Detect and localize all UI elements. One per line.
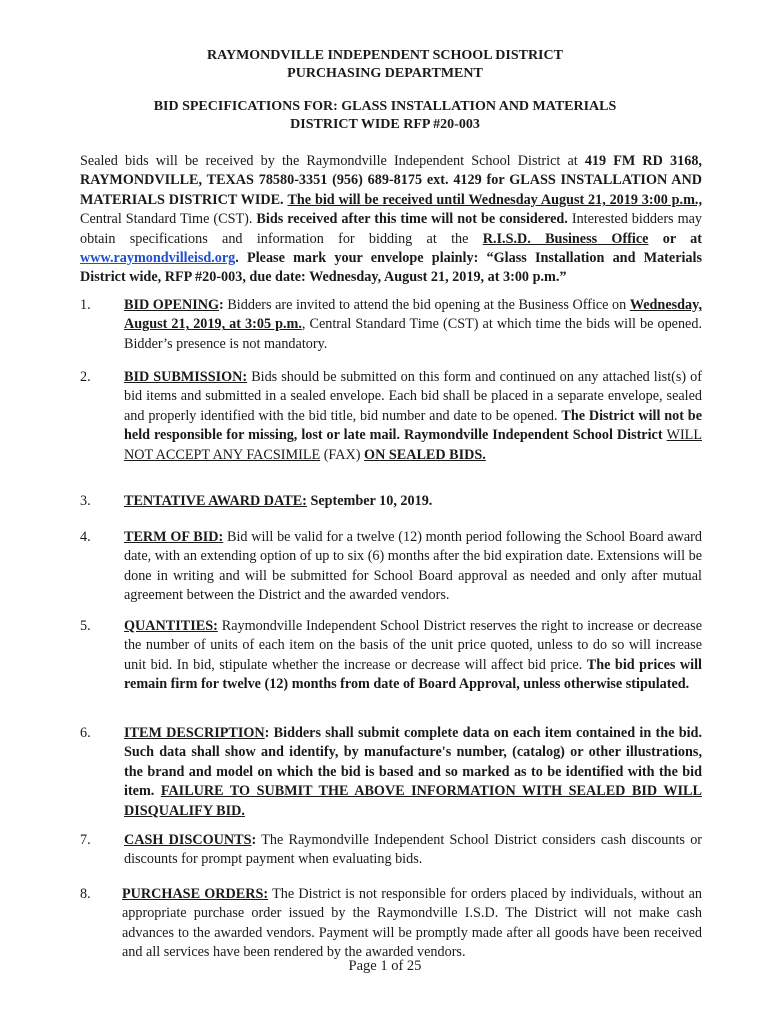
item-title: BID SUBMISSION:: [124, 369, 248, 385]
item-bid-submission: [80, 368, 702, 465]
item-quantities: [80, 617, 702, 695]
item-colon: :: [219, 297, 224, 313]
district-website-link[interactable]: www.raymondvilleisd.org: [80, 250, 236, 267]
item-title: TERM OF BID:: [124, 529, 224, 545]
intro-address: 419 FM RD 3168, RAYMONDVILLE, TEXAS 78580-3351 (956) 689-8175 ext. 4129 for GLASS INSTALLATION AND MATERIALS DISTRICT WIDE.: [80, 153, 702, 208]
item-tentative-award-date: [80, 492, 702, 511]
item-number: 1.: [80, 297, 91, 313]
intro-late-notice: Bids received after this time will not be considered.: [256, 211, 568, 228]
item-term-of-bid: [80, 528, 702, 606]
intro-text: or at: [648, 230, 702, 247]
item-bold-text: The bid prices will remain firm for twelve (12) months from date of Board Approval, unless otherwise stipulated.: [124, 656, 702, 693]
item-number: 4.: [80, 529, 91, 545]
item-purchase-orders: [80, 885, 702, 963]
item-text: Bidders are invited to attend the bid opening at the Business Office on: [223, 297, 630, 313]
district-header: [0, 47, 770, 83]
item-item-description: [80, 724, 702, 821]
intro-text: Interested bidders may obtain specifications and information for bidding at the: [80, 211, 702, 247]
award-date: September 10, 2019.: [306, 493, 433, 509]
item-text: : Bidders shall submit complete data on each item contained in the bid. Such data shall show and identify, by manufacture's number, (catalog) or other illustrations, the brand and model on which the bid is based and so marked as to be identified with the bid item.: [124, 725, 702, 800]
item-title: PURCHASE ORDERS:: [122, 886, 269, 902]
item-number: 3.: [80, 493, 91, 509]
bid-title: BID SPECIFICATIONS FOR: GLASS INSTALLATION AND MATERIALS: [153, 99, 617, 114]
item-number: 6.: [80, 725, 91, 741]
item-number: 8.: [80, 886, 91, 902]
intro-envelope-notice: . Please mark your envelope plainly: “Glass Installation and Materials District wide, RFP #20-003, due date: Wednesday, August 21, 2019, at 3:00 p.m.”: [80, 250, 702, 286]
item-bold-text: The District will not be held responsible for missing, lost or late mail. Raymondville Independent School District: [124, 407, 702, 444]
intro-text: Sealed bids will be received by the Raymondville Independent School District at: [80, 153, 585, 169]
item-title: BID OPENING: [124, 297, 220, 313]
no-fax-notice: WILL NOT ACCEPT ANY FACSIMILE: [124, 427, 702, 463]
item-text: (FAX): [320, 446, 365, 463]
disqualify-notice: FAILURE TO SUBMIT THE ABOVE INFORMATION WITH SEALED BID WILL DISQUALIFY BID.: [124, 783, 702, 819]
intro-paragraph: [80, 152, 702, 288]
intro-deadline: The bid will be received until Wednesday August 21, 2019 3:00 p.m.,: [287, 191, 702, 208]
item-number: 7.: [80, 832, 91, 848]
intro-text: Central Standard Time (CST).: [80, 211, 257, 228]
district-name: RAYMONDVILLE INDEPENDENT SCHOOL DISTRICT: [207, 48, 563, 63]
item-number: 5.: [80, 618, 91, 634]
rfp-number: DISTRICT WIDE RFP #20-003: [290, 117, 480, 132]
item-colon: :: [251, 832, 257, 848]
item-bid-opening: [80, 296, 702, 354]
bid-opening-date: Wednesday, August 21, 2019, at 3:05 p.m.: [124, 297, 702, 333]
item-title: ITEM DESCRIPTION: [124, 725, 265, 741]
item-title: TENTATIVE AWARD DATE:: [124, 493, 307, 509]
item-text: Bids should be submitted on this form and continued on any attached list(s) of bid items and submitted in a sealed envelope. Each bid shall be placed in a separate envelope, sealed and properly identified with the bid title, bid number and date to be opened.: [124, 369, 702, 424]
item-text: The Raymondville Independent School District considers cash discounts or discounts for prompt payment when evaluating bids.: [124, 832, 703, 868]
sealed-bids-notice: ON SEALED BIDS.: [364, 446, 486, 463]
item-title: CASH DISCOUNTS: [124, 832, 252, 848]
item-cash-discounts: [80, 831, 702, 870]
page-number: Page 1 of 25: [348, 958, 422, 974]
item-text: Raymondville Independent School District reserves the right to increase or decrease the number of units of each item on the basis of the unit price quoted, unless to do so will increase unit bid. In bid, stipulate whether the increase or decrease will affect bid price.: [124, 618, 702, 673]
item-text: The District is not responsible for orders placed by individuals, without an appropriate purchase order issued by the Raymondville I.S.D. The District will not make cash advances to the awarded vendors. Payment will be promptly made after all goods have been received and all services have been rendered by the awarded vendors.: [122, 886, 702, 961]
business-office-text: R.I.S.D. Business Office: [482, 230, 649, 247]
item-title: QUANTITIES:: [124, 618, 218, 634]
department-name: PURCHASING DEPARTMENT: [287, 66, 483, 81]
item-text: , Central Standard Time (CST) at which time the bids will be opened. Bidder’s presence is not mandatory.: [124, 316, 702, 352]
item-number: 2.: [80, 369, 91, 385]
bid-title-header: [0, 98, 770, 134]
item-text: Bid will be valid for a twelve (12) month period following the School Board award date, with an extending option of up to six (6) months after the bid expiration date. Extensions will be done in writing and will be submitted for School Board approval as needed and only after mutual agreement between the District and the awarded vendors.: [124, 529, 702, 604]
